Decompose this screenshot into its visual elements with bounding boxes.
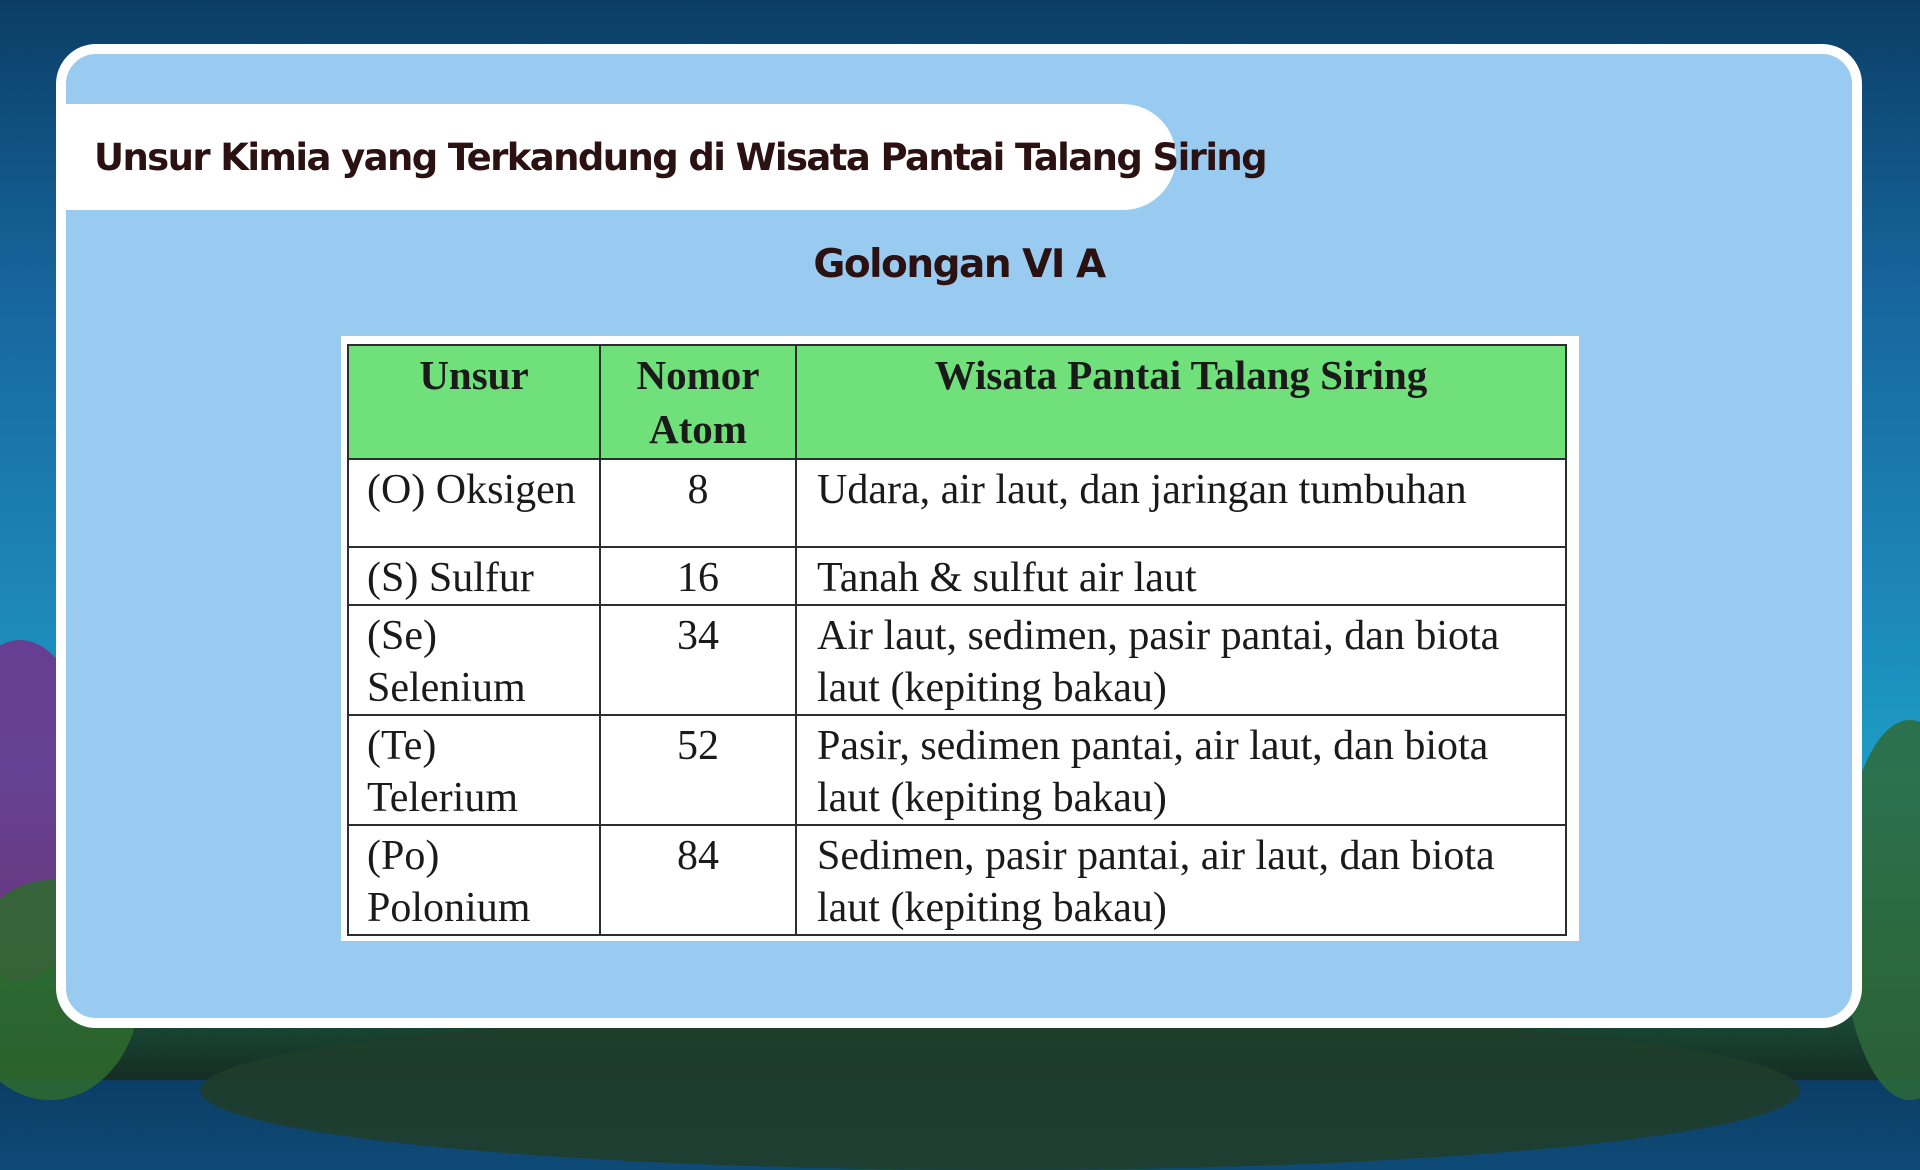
cell-lokasi: Air laut, sedimen, pasir pantai, dan biota laut (kepiting bakau) [796, 605, 1566, 715]
cell-unsur: (Te) Telerium [348, 715, 600, 825]
header-lokasi: Wisata Pantai Talang Siring [796, 345, 1566, 459]
title-tab [66, 104, 1267, 210]
cell-unsur: (S) Sulfur [348, 547, 600, 605]
cell-lokasi: Tanah & sulfut air laut [796, 547, 1566, 605]
cell-unsur: (Se) Selenium [348, 605, 600, 715]
cell-nomor: 16 [600, 547, 796, 605]
elements-table-container [341, 336, 1579, 941]
cell-nomor: 34 [600, 605, 796, 715]
section-subtitle: Golongan VI A [813, 242, 1105, 287]
table-row [348, 715, 1566, 825]
header-unsur: Unsur [348, 345, 600, 459]
cell-nomor: 84 [600, 825, 796, 935]
table-row [348, 605, 1566, 715]
header-nomor-atom: Nomor Atom [600, 345, 796, 459]
cell-lokasi: Udara, air laut, dan jaringan tumbuhan [796, 459, 1566, 547]
table-row [348, 825, 1566, 935]
cell-lokasi: Pasir, sedimen pantai, air laut, dan biota laut (kepiting bakau) [796, 715, 1566, 825]
cell-nomor: 52 [600, 715, 796, 825]
content-panel [56, 44, 1862, 1028]
elements-table [347, 344, 1567, 936]
cell-unsur: (O) Oksigen [348, 459, 600, 547]
cell-unsur: (Po) Polonium [348, 825, 600, 935]
table-header-row [348, 345, 1566, 459]
table-row [348, 547, 1566, 605]
background-reef-bottom [200, 1010, 1800, 1170]
cell-nomor: 8 [600, 459, 796, 547]
page-title: Unsur Kimia yang Terkandung di Wisata Pantai Talang Siring [94, 135, 1267, 179]
table-row [348, 459, 1566, 547]
cell-lokasi: Sedimen, pasir pantai, air laut, dan biota laut (kepiting bakau) [796, 825, 1566, 935]
